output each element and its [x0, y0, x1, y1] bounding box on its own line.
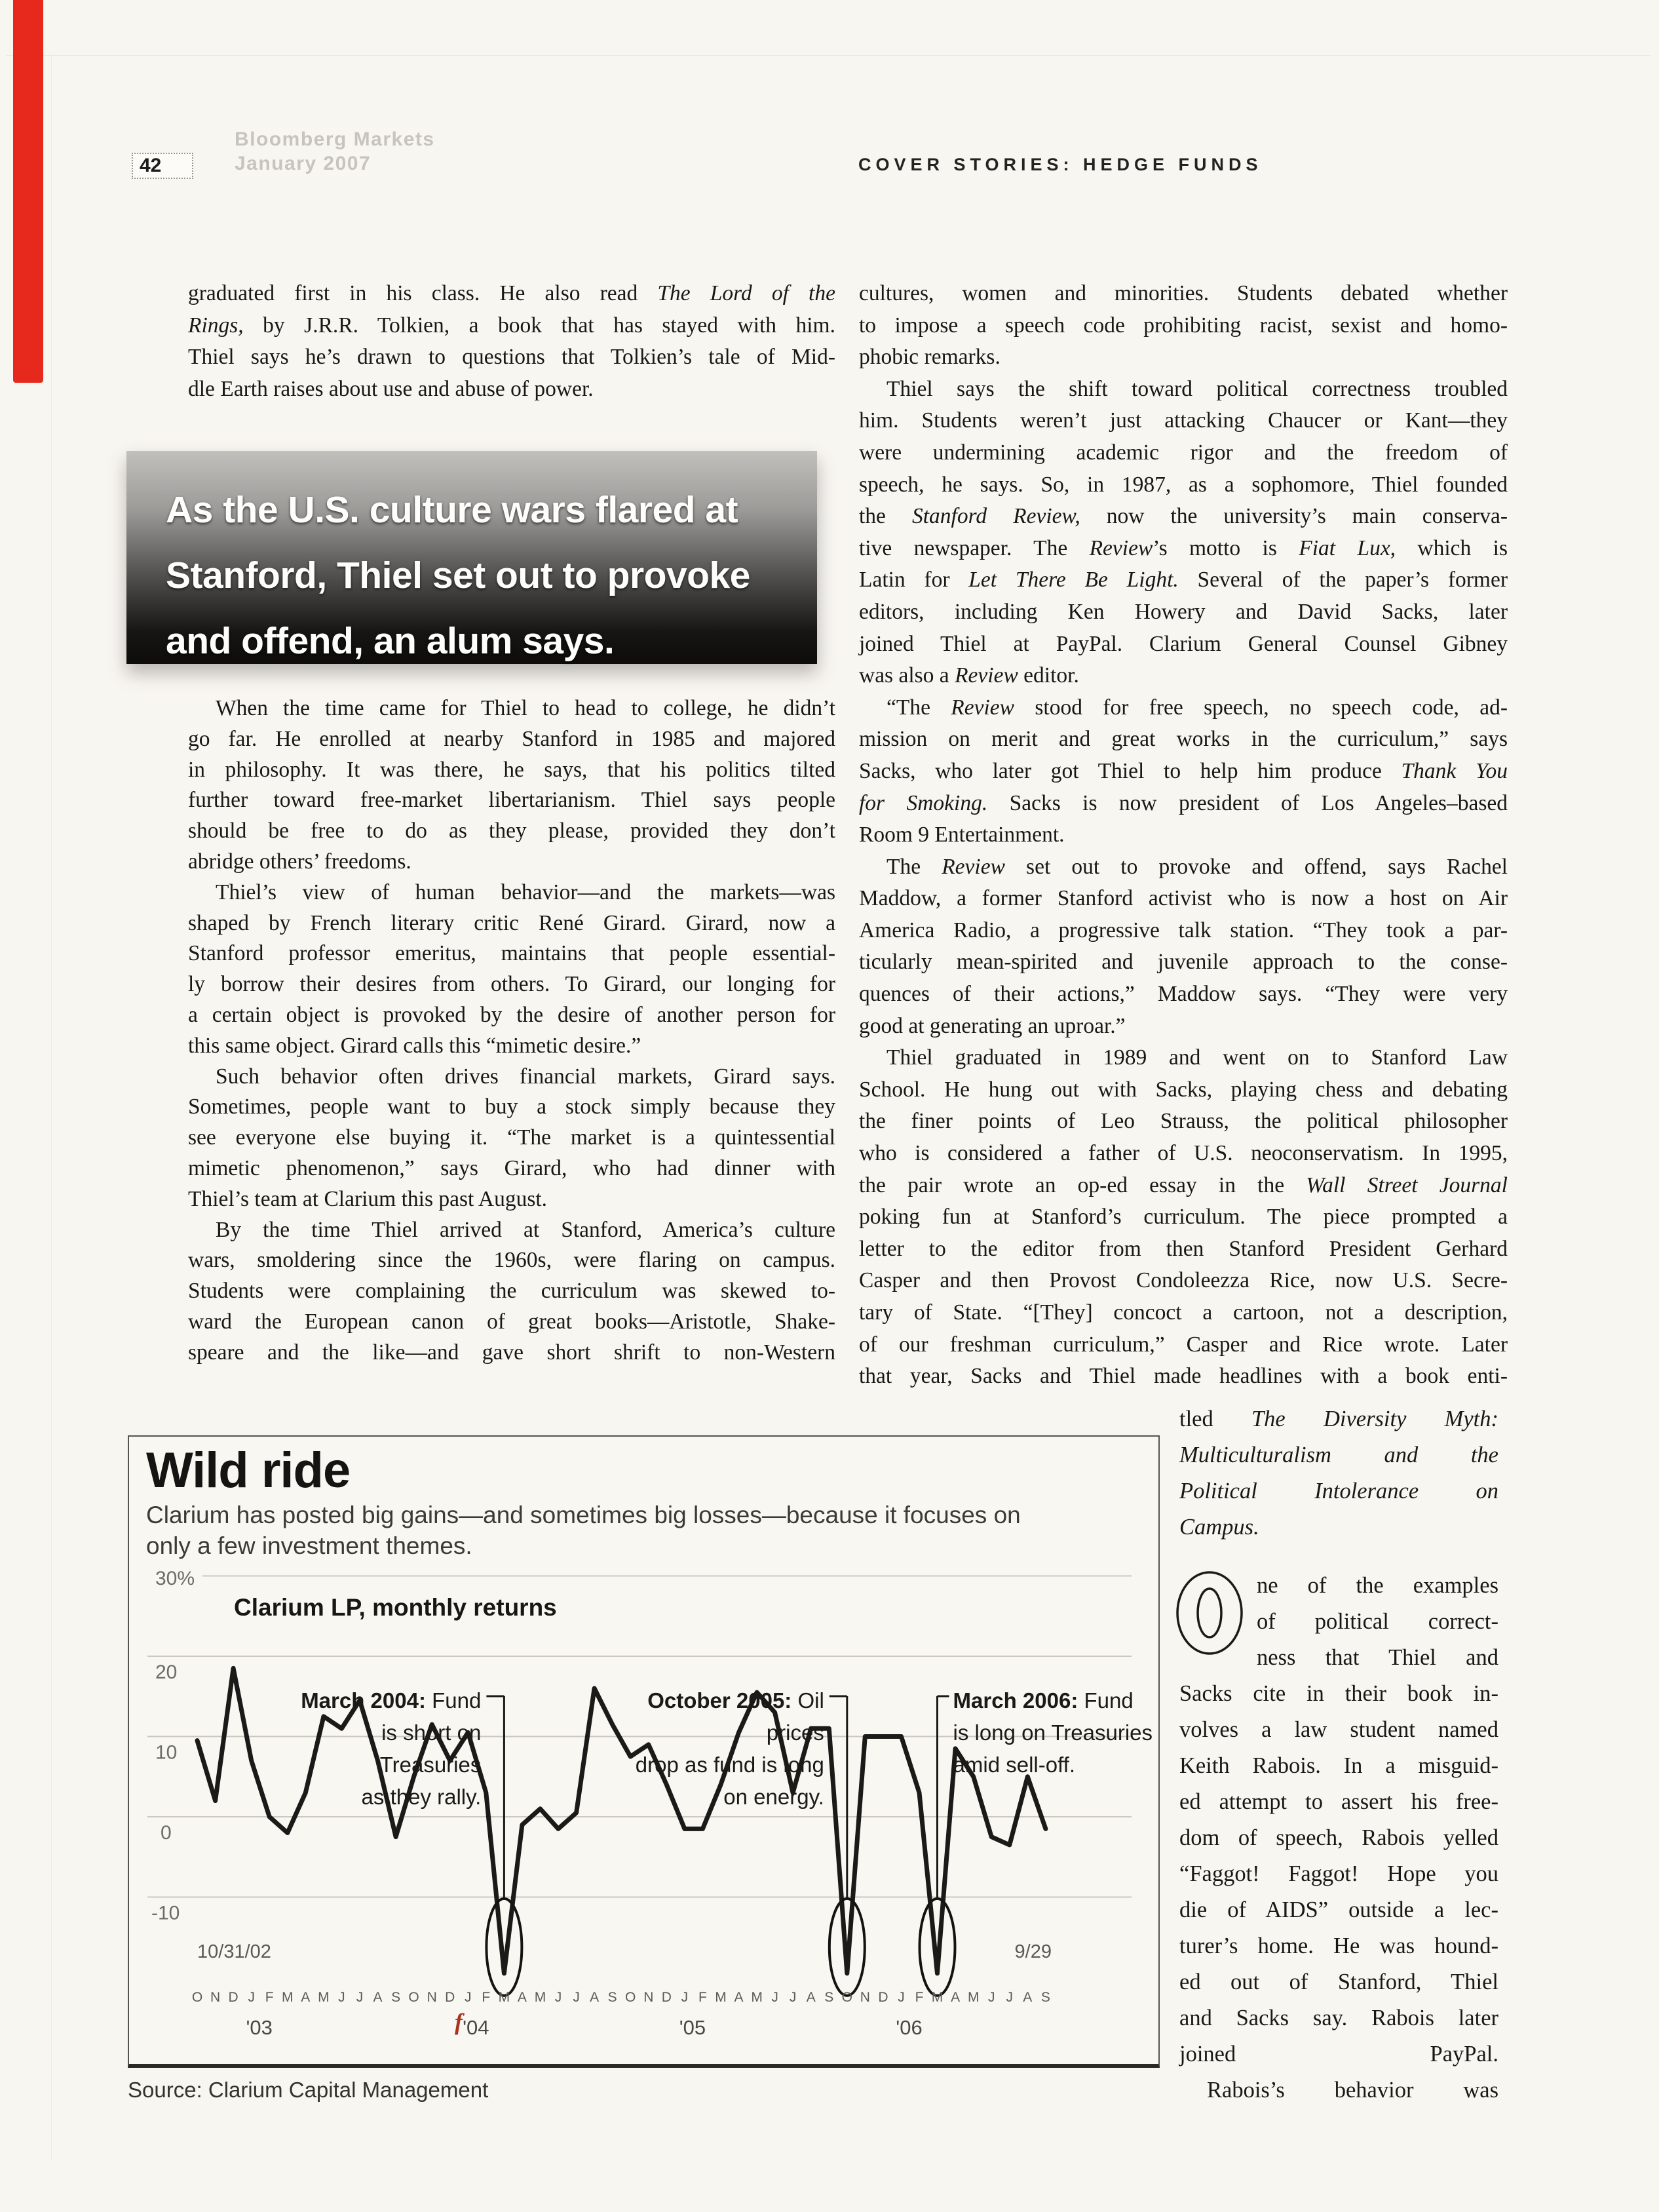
text-line: editors, including Ken Howery and David Sacks, later	[859, 599, 1508, 624]
svg-text:20: 20	[155, 1661, 178, 1683]
text-line: mimetic phenomenon,” says Girard, who had dinner with	[188, 1155, 835, 1180]
text-line: in philosophy. It was there, he says, that his politics tilted	[188, 757, 835, 782]
svg-text:J: J	[356, 1990, 364, 2005]
article-left-column	[188, 693, 835, 1368]
text-line: cultures, women and minorities. Students debated whether	[859, 281, 1508, 305]
svg-text:A: A	[301, 1990, 311, 2005]
text-line: him. Students weren’t just attacking Chaucer or Kant—they	[859, 408, 1508, 433]
chart-annotation: March 2004: Fund is short on Treasuries as they rally.	[301, 1688, 482, 1809]
red-edge-bar	[13, 0, 43, 383]
dropcap-paragraph	[1179, 1568, 1498, 2108]
x-year-labels	[246, 2016, 922, 2039]
svg-text:J: J	[248, 1990, 255, 2005]
magazine-issue: January 2007	[235, 153, 372, 174]
chart-series-label: Clarium LP, monthly returns	[234, 1594, 557, 1621]
text-line: Maddow, a former Stanford activist who is now a host on Air	[859, 886, 1508, 911]
svg-text:S: S	[607, 1990, 617, 2005]
svg-text:S: S	[1040, 1990, 1050, 2005]
chart-annotation: October 2005: Oil prices drop as fund is long on energy.	[635, 1688, 824, 1809]
text-line: ticularly mean-spirited and juvenile approach to the conse-	[859, 950, 1508, 975]
text-line: Rabois’s behavior was	[1207, 2078, 1498, 2103]
text-line: turer’s home. He was hound-	[1179, 1933, 1498, 1958]
svg-text:'04: '04	[463, 2016, 489, 2039]
text-line: volves a law student named	[1179, 1717, 1498, 1742]
text-line: quences of their actions,” Maddow says. “They were very	[859, 982, 1508, 1007]
text-line: speech, he says. So, in 1987, as a sophomore, Thiel founded	[859, 472, 1508, 497]
page-number: 42	[140, 155, 162, 176]
chart-source: Source: Clarium Capital Management	[128, 2078, 489, 2102]
text-line: the pair wrote an op-ed essay in the Wall Street Journal	[859, 1173, 1508, 1197]
svg-text:F: F	[482, 1990, 491, 2005]
text-line: abridge others’ freedoms.	[188, 849, 411, 874]
text-line: joined PayPal.	[1179, 2042, 1498, 2066]
text-line: Multiculturalism and the	[1179, 1443, 1498, 1467]
svg-text:'05: '05	[679, 2016, 706, 2039]
svg-text:J: J	[573, 1990, 580, 2005]
trough-circles	[486, 1899, 955, 1996]
spacer	[1179, 1545, 1498, 1568]
magazine-name: Bloomberg Markets	[235, 128, 435, 150]
svg-text:A: A	[1023, 1990, 1033, 2005]
article-narrow-column	[1179, 1401, 1498, 2108]
red-print-mark: f	[455, 2009, 463, 2035]
text-line: ly borrow their desires from others. To Girard, our longing for	[188, 972, 835, 997]
text-line: to impose a speech code prohibiting racist, sexist and homo-	[859, 313, 1508, 338]
svg-text:A: A	[734, 1990, 744, 2005]
text-line: Campus.	[1179, 1515, 1259, 1540]
svg-text:N: N	[427, 1990, 437, 2005]
dropcap-letter-o	[1174, 1570, 1245, 1656]
text-line: Students were complaining the curriculum was skewed to-	[188, 1279, 835, 1304]
text-line: go far. He enrolled at nearby Stanford in 1985 and majored	[188, 726, 835, 751]
svg-text:S: S	[391, 1990, 401, 2005]
text-line: speare and the like—and gave short shrift to non-Western	[188, 1340, 835, 1365]
text-line: were undermining academic rigor and the freedom of	[859, 440, 1508, 465]
text-line: ward the European canon of great books—Aristotle, Shake-	[188, 1309, 835, 1334]
pull-quote-line: Stanford, Thiel set out to provoke	[166, 554, 750, 596]
page-number-box	[132, 153, 193, 179]
text-line: America Radio, a progressive talk station. “They took a par-	[859, 918, 1508, 942]
text-line: When the time came for Thiel to head to college, he didn’t	[216, 696, 835, 720]
text-line: tive newspaper. The Review’s motto is Fiat Lux, which is	[859, 535, 1508, 560]
page-edge-line-left	[51, 55, 52, 2159]
text-line: mission on merit and great works in the curriculum,” says	[859, 727, 1508, 752]
x-month-letters	[192, 1990, 1050, 2005]
text-line: for Smoking. Sacks is now president of Los Angeles–based	[859, 790, 1508, 815]
text-line: Sacks, who later got Thiel to help him produce Thank You	[859, 758, 1508, 783]
text-line: who is considered a father of U.S. neoconservatism. In 1995,	[859, 1141, 1508, 1166]
text-line: Thiel’s team at Clarium this past August.	[188, 1186, 548, 1211]
chart-panel	[128, 1435, 1160, 2068]
text-line: Thiel’s view of human behavior—and the markets—was	[216, 880, 835, 904]
text-line: Such behavior often drives financial markets, Girard says.	[216, 1064, 835, 1089]
text-line: The Review set out to provoke and offend, says Rachel	[887, 854, 1508, 879]
text-line: Casper and then Provost Condoleezza Rice, now U.S. Secre-	[859, 1268, 1508, 1293]
chart-subtitle-line: Clarium has posted big gains—and sometimes big losses—because it focuses on	[146, 1502, 1021, 1528]
chart-subtitle-line: only a few investment themes.	[146, 1532, 472, 1559]
article-left-column-top	[188, 278, 835, 405]
svg-text:10/31/02: 10/31/02	[197, 1941, 271, 1962]
svg-text:A: A	[517, 1990, 527, 2005]
article-right-column	[859, 278, 1508, 1393]
svg-text:O: O	[191, 1990, 203, 2005]
text-line: “The Review stood for free speech, no speech code, ad-	[887, 695, 1508, 720]
pull-quote-line: and offend, an alum says.	[166, 620, 615, 662]
svg-text:D: D	[878, 1990, 888, 2005]
text-line: a certain object is provoked by the desire of another person for	[188, 1002, 835, 1027]
text-line: ne of the examples	[1257, 1573, 1498, 1598]
svg-text:J: J	[465, 1990, 472, 2005]
svg-text:J: J	[789, 1990, 797, 2005]
text-line: Sometimes, people want to buy a stock simply because they	[188, 1095, 835, 1119]
text-line: tary of State. “[They] concoct a cartoon, not a description,	[859, 1300, 1508, 1325]
svg-text:M: M	[534, 1990, 546, 2005]
svg-text:A: A	[590, 1990, 600, 2005]
pull-quote-line: As the U.S. culture wars flared at	[166, 489, 738, 531]
text-line: Keith Rabois. In a misguid-	[1179, 1753, 1498, 1778]
text-line: shaped by French literary critic René Girard. Girard, now a	[188, 910, 835, 935]
text-line: was also a Review editor.	[859, 663, 1079, 688]
svg-text:O: O	[841, 1990, 852, 2005]
text-line: phobic remarks.	[859, 345, 1001, 370]
text-line: further toward free-market libertarianism. Thiel says people	[188, 788, 835, 813]
text-line: the Stanford Review, now the university’s main conserva-	[859, 504, 1508, 529]
svg-text:J: J	[1006, 1990, 1014, 2005]
svg-text:M: M	[715, 1990, 727, 2005]
text-line: Sacks cite in their book in-	[1179, 1681, 1498, 1706]
pull-quote	[126, 451, 817, 664]
chart-title: Wild ride	[146, 1443, 351, 1498]
text-line: wars, smoldering since the 1960s, were flaring on campus.	[188, 1248, 835, 1273]
text-line: that year, Sacks and Thiel made headlines with a book enti-	[859, 1364, 1508, 1389]
text-line: School. He hung out with Sacks, playing chess and debating	[859, 1077, 1508, 1102]
text-line: and Sacks say. Rabois later	[1179, 2006, 1498, 2030]
svg-text:N: N	[643, 1990, 654, 2005]
svg-text:S: S	[824, 1990, 834, 2005]
text-line: dom of speech, Rabois yelled	[1179, 1825, 1498, 1850]
text-line: dle Earth raises about use and abuse of power.	[188, 376, 594, 401]
text-line: poking fun at Stanford’s curriculum. The piece prompted a	[859, 1205, 1508, 1230]
text-line: By the time Thiel arrived at Stanford, America’s culture	[216, 1217, 835, 1242]
text-line: of political correct-	[1257, 1609, 1498, 1634]
svg-text:M: M	[282, 1990, 294, 2005]
text-line: Latin for Let There Be Light. Several of the paper’s former	[859, 568, 1508, 592]
svg-text:A: A	[373, 1990, 383, 2005]
section-header: COVER STORIES: HEDGE FUNDS	[858, 155, 1263, 174]
svg-text:0: 0	[161, 1822, 172, 1844]
svg-text:J: J	[987, 1990, 995, 2005]
text-line: Thiel graduated in 1989 and went on to Stanford Law	[887, 1045, 1508, 1070]
text-line: “Faggot! Faggot! Hope you	[1179, 1861, 1498, 1886]
svg-text:'03: '03	[246, 2016, 273, 2039]
svg-text:M: M	[967, 1990, 980, 2005]
svg-text:O: O	[408, 1990, 419, 2005]
chart-subtitle	[146, 1500, 1021, 1561]
text-line: Thiel says the shift toward political correctness troubled	[887, 376, 1508, 401]
text-line: ed attempt to assert his free-	[1179, 1789, 1498, 1814]
y-axis-top-label: 30%	[155, 1568, 195, 1589]
svg-text:M: M	[931, 1990, 944, 2005]
text-line: this same object. Girard calls this “mimetic desire.”	[188, 1033, 641, 1058]
text-line: Political Intolerance on	[1179, 1479, 1498, 1504]
text-line: the finer points of Leo Strauss, the political philosopher	[859, 1109, 1508, 1134]
svg-text:D: D	[445, 1990, 455, 2005]
text-line: ed out of Stanford, Thiel	[1179, 1969, 1498, 1994]
svg-text:M: M	[318, 1990, 330, 2005]
x-date-labels	[197, 1941, 1052, 1962]
svg-text:J: J	[554, 1990, 562, 2005]
svg-text:J: J	[338, 1990, 345, 2005]
text-line: graduated first in his class. He also read The Lord of the	[188, 281, 835, 305]
svg-text:M: M	[498, 1990, 510, 2005]
text-line: see everyone else buying it. “The market is a quintessential	[188, 1125, 835, 1150]
text-line: Rings, by J.R.R. Tolkien, a book that has stayed with him.	[188, 313, 835, 338]
svg-text:A: A	[951, 1990, 961, 2005]
svg-text:J: J	[771, 1990, 778, 2005]
text-line: letter to the editor from then Stanford President Gerhard	[859, 1236, 1508, 1261]
svg-text:F: F	[915, 1990, 924, 2005]
svg-text:D: D	[228, 1990, 238, 2005]
text-line: good at generating an uproar.”	[859, 1013, 1126, 1038]
magazine-header	[235, 127, 435, 176]
svg-text:N: N	[210, 1990, 221, 2005]
page-edge-line	[7, 55, 1651, 56]
svg-text:A: A	[806, 1990, 816, 2005]
chart-annotation: March 2006: Fund is long on Treasuries amid sell-off.	[953, 1688, 1153, 1777]
text-line: should be free to do as they please, provided they don’t	[188, 819, 835, 844]
svg-text:N: N	[860, 1990, 870, 2005]
svg-text:D: D	[661, 1990, 672, 2005]
svg-text:O: O	[625, 1990, 636, 2005]
text-line: ness that Thiel and	[1257, 1645, 1498, 1670]
svg-text:J: J	[898, 1990, 905, 2005]
text-line: Thiel says he’s drawn to questions that Tolkien’s tale of Mid-	[188, 345, 835, 370]
text-line: Stanford professor emeritus, maintains that people essential-	[188, 941, 835, 966]
text-line: joined Thiel at PayPal. Clarium General Counsel Gibney	[859, 631, 1508, 656]
svg-text:F: F	[265, 1990, 274, 2005]
text-line: tled The Diversity Myth:	[1179, 1407, 1499, 1431]
svg-text:9/29: 9/29	[1014, 1941, 1052, 1962]
y-tick-labels	[151, 1661, 180, 1924]
svg-text:'06: '06	[896, 2016, 923, 2039]
svg-text:J: J	[681, 1990, 689, 2005]
text-line: die of AIDS” outside a lec-	[1179, 1897, 1498, 1922]
svg-text:F: F	[698, 1990, 707, 2005]
svg-text:-10: -10	[151, 1902, 180, 1924]
text-line: Room 9 Entertainment.	[859, 823, 1065, 847]
svg-text:10: 10	[155, 1741, 178, 1764]
text-line: of our freshman curriculum,” Casper and Rice wrote. Later	[859, 1332, 1508, 1357]
svg-text:M: M	[751, 1990, 763, 2005]
